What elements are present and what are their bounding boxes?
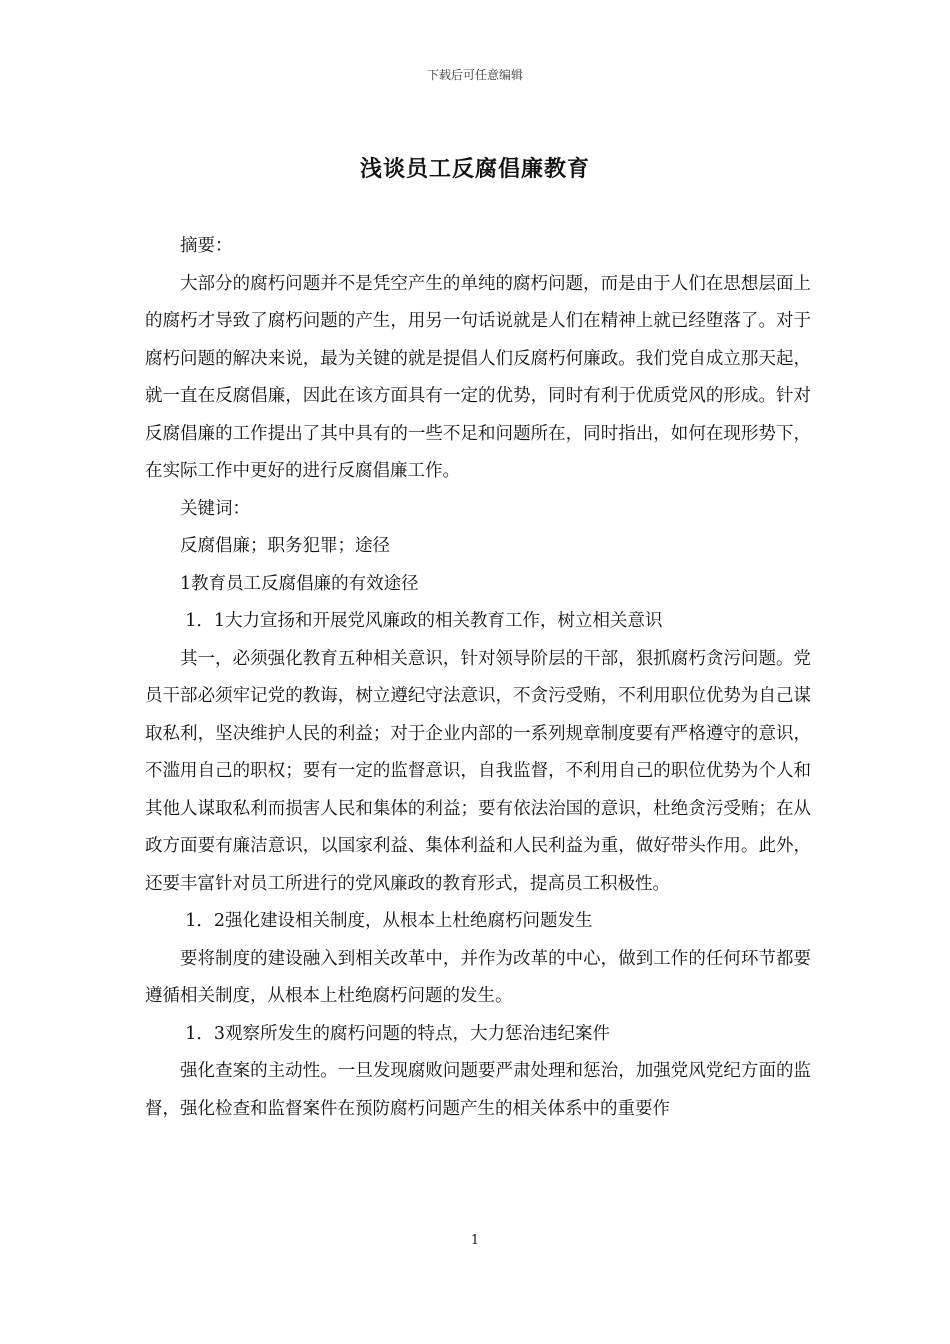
section-1-2-text: 要将制度的建设融入到相关改革中，并作为改革的中心，做到工作的任何环节都要遵循相关制度，从根本上杜绝腐朽问题的发生。 [145,948,811,1006]
header-note: 下载后可任意编辑 [426,68,523,82]
document-body [145,228,811,1128]
page-number: 1 [470,1233,480,1248]
abstract-label: 摘要： [180,236,233,256]
keywords-label: 关键词： [180,498,250,519]
abstract-text: 大部分的腐朽问题并不是凭空产生的单纯的腐朽问题，而是由于人们在思想层面上的腐朽才导致了腐朽问题的产生，用另一句话说就是人们在精神上就已经堕落了。对于腐朽问题的解决来说，最为关键的就是提倡人们反腐朽何廉政。我们党自成立那天起，就一直在反腐倡廉，因此在该方面具有一定的优势，同时有利于优质党风的形成。针对反腐倡廉的工作提出了其中具有的一些不足和问题所在，同时指出，如何在现形势下，在实际工作中更好的进行反腐倡廉工作。 [145,273,811,481]
section-1-3-text: 强化查案的主动性。一旦发现腐败问题要严肃处理和惩治，加强党风党纪方面的监督，强化检查和监督案件在预防腐朽问题产生的相关体系中的重要作 [145,1061,811,1119]
section-1-1-text: 其一，必须强化教育五种相关意识，针对领导阶层的干部，狠抓腐朽贪污问题。党员干部必须牢记党的教诲，树立遵纪守法意识，不贪污受贿，不利用职位优势为自己谋取私利，坚决维护人民的利益；对于企业内部的一系列规章制度要有严格遵守的意识，不滥用自己的职权；要有一定的监督意识，自我监督，不利用自己的职位优势为个人和其他人谋取私利而损害人民和集体的利益；要有依法治国的意识，杜绝贪污受贿；在从政方面要有廉洁意识，以国家利益、集体利益和人民利益为重，做好带头作用。此外，还要丰富针对员工所进行的党风廉政的教育形式，提高员工积极性。 [145,648,811,894]
section-1-heading: 1教育员工反腐倡廉的有效途径 [180,573,419,594]
document-title: 浅谈员工反腐倡廉教育 [359,156,590,182]
section-1-2-heading: 1．2强化建设相关制度，从根本上杜绝腐朽问题发生 [185,911,593,931]
keywords-text: 反腐倡廉；职务犯罪；途径 [180,536,390,556]
section-1-1-heading: 1．1大力宣扬和开展党风廉政的相关教育工作，树立相关意识 [185,611,663,631]
section-1-3-heading: 1．3观察所发生的腐朽问题的特点，大力惩治违纪案件 [185,1023,611,1044]
